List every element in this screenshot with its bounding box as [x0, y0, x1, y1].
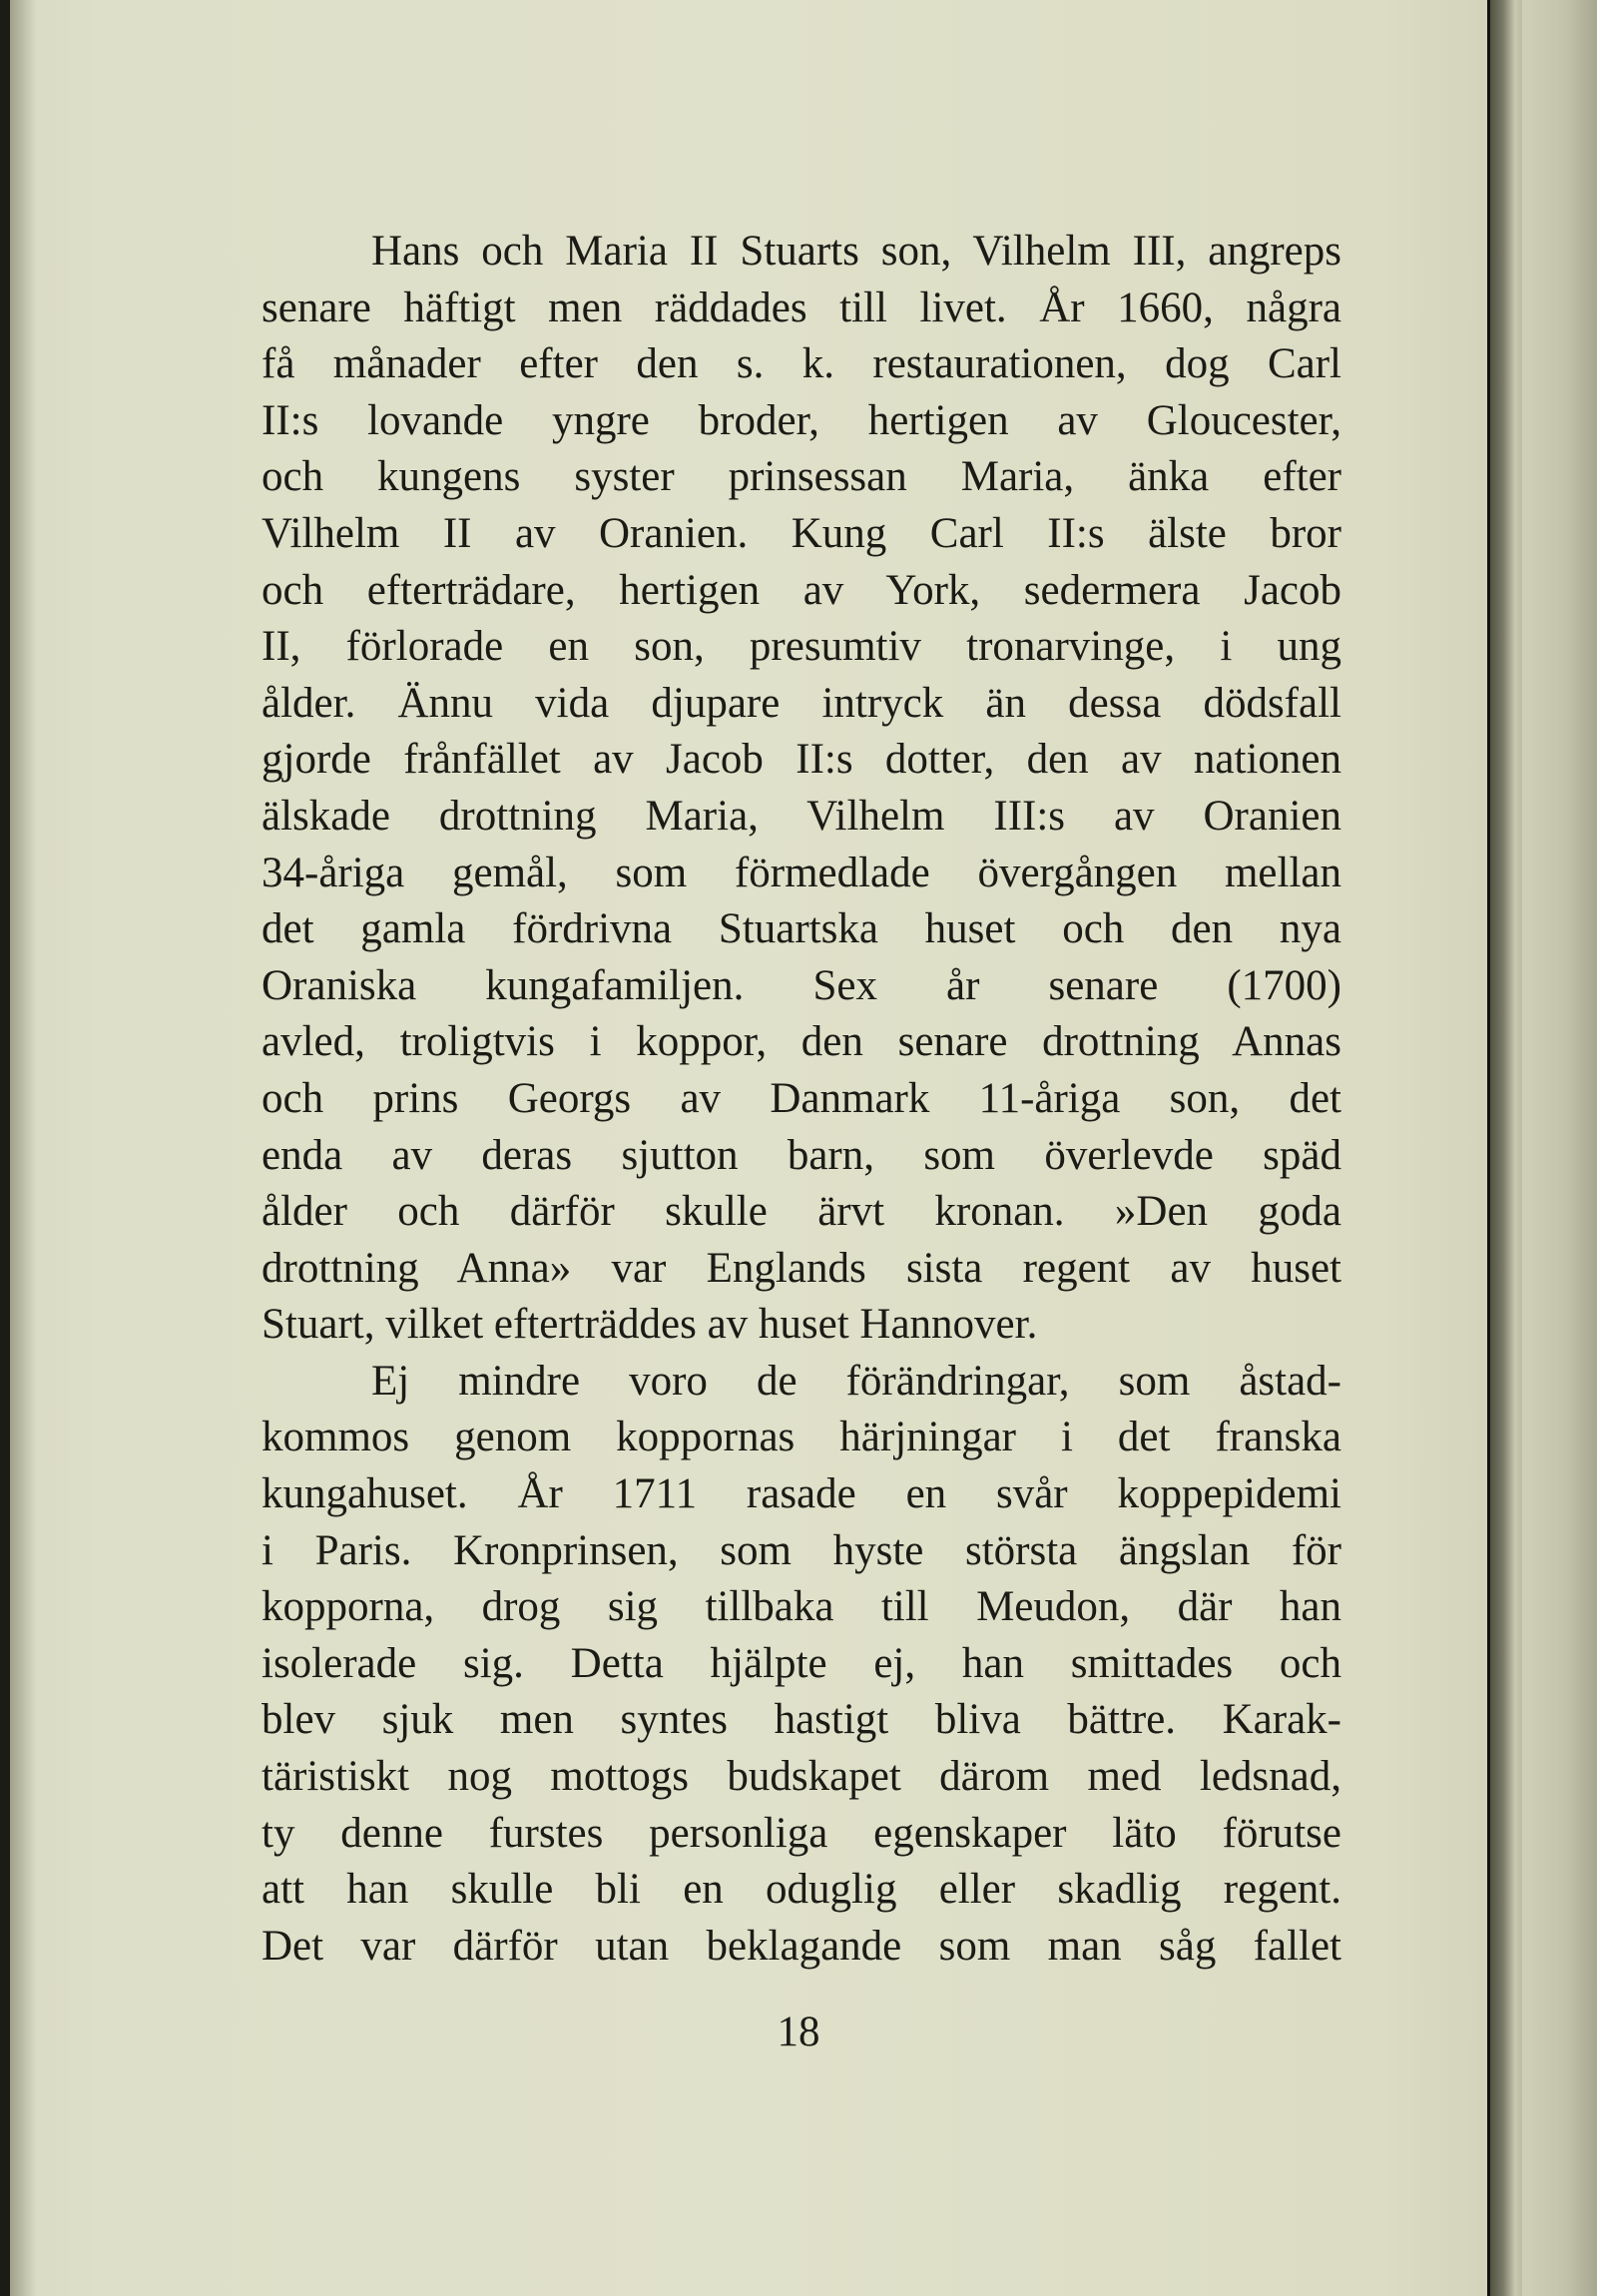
text-line: älskade drottning Maria, Vilhelm III:s av Oranien	[262, 792, 1341, 840]
text-line: kopporna, drog sig tillbaka till Meudon, där han	[262, 1583, 1341, 1631]
next-leaf-edge	[1522, 0, 1597, 2296]
text-line: Det var därför utan beklagande som man såg fallet	[262, 1922, 1341, 1970]
text-line: kungahuset. År 1711 rasade en svår koppepidemi	[262, 1470, 1341, 1518]
text-line: få månader efter den s. k. restaurationen, dog Carl	[262, 340, 1341, 388]
text-line: Hans och Maria II Stuarts son, Vilhelm III, angreps	[371, 228, 1341, 275]
text-line: ålder och därför skulle ärvt kronan. »Den goda	[262, 1188, 1341, 1236]
page-edge-line	[1487, 0, 1490, 2296]
text-line: Oraniska kungafamiljen. Sex år senare (1700)	[262, 961, 1341, 1009]
text-line: ty denne furstes personliga egenskaper läto förutse	[262, 1809, 1341, 1857]
text-line: täristiskt nog mottogs budskapet därom med ledsnad,	[262, 1753, 1341, 1801]
text-line: avled, troligtvis i koppor, den senare drottning Annas	[262, 1018, 1341, 1066]
text-line: det gamla fördrivna Stuartska huset och den nya	[262, 905, 1341, 953]
text-line: och efterträdare, hertigen av York, sedermera Jacob	[262, 566, 1341, 614]
text-line: II:s lovande yngre broder, hertigen av Gloucester,	[262, 396, 1341, 444]
text-line: Ej mindre voro de förändringar, som åstad-	[371, 1357, 1341, 1405]
text-line: och prins Georgs av Danmark 11-åriga son, det	[262, 1074, 1341, 1122]
text-line: isolerade sig. Detta hjälpte ej, han smittades och	[262, 1639, 1341, 1687]
text-line: senare häftigt men räddades till livet. År 1660, några	[262, 284, 1341, 331]
page-number: 18	[777, 2009, 820, 2055]
gutter-shadow	[10, 0, 36, 2296]
text-line: Vilhelm II av Oranien. Kung Carl II:s älste bror	[262, 509, 1341, 557]
text-line: blev sjuk men syntes hastigt bliva bättre. Karak-	[262, 1696, 1341, 1744]
text-line: att han skulle bli en oduglig eller skadlig regent.	[262, 1866, 1341, 1914]
text-line: drottning Anna» var Englands sista regent av huset	[262, 1244, 1341, 1292]
body-text	[262, 224, 1341, 1975]
text-line: kommos genom koppornas härjningar i det franska	[262, 1414, 1341, 1461]
text-line: i Paris. Kronprinsen, som hyste största ängslan för	[262, 1526, 1341, 1574]
page-paper	[10, 0, 1497, 2296]
text-line: gjorde frånfället av Jacob II:s dotter, den av nationen	[262, 736, 1341, 784]
text-line: och kungens syster prinsessan Maria, änka efter	[262, 453, 1341, 501]
page-edge-shadow	[1487, 0, 1527, 2296]
text-line: 34-åriga gemål, som förmedlade övergången mellan	[262, 849, 1341, 896]
text-line: enda av deras sjutton barn, som överlevde späd	[262, 1131, 1341, 1179]
text-line: ålder. Ännu vida djupare intryck än dessa dödsfall	[262, 679, 1341, 727]
text-line: II, förlorade en son, presumtiv tronarvinge, i ung	[262, 623, 1341, 671]
text-line: Stuart, vilket efterträddes av huset Hannover.	[262, 1301, 1038, 1349]
